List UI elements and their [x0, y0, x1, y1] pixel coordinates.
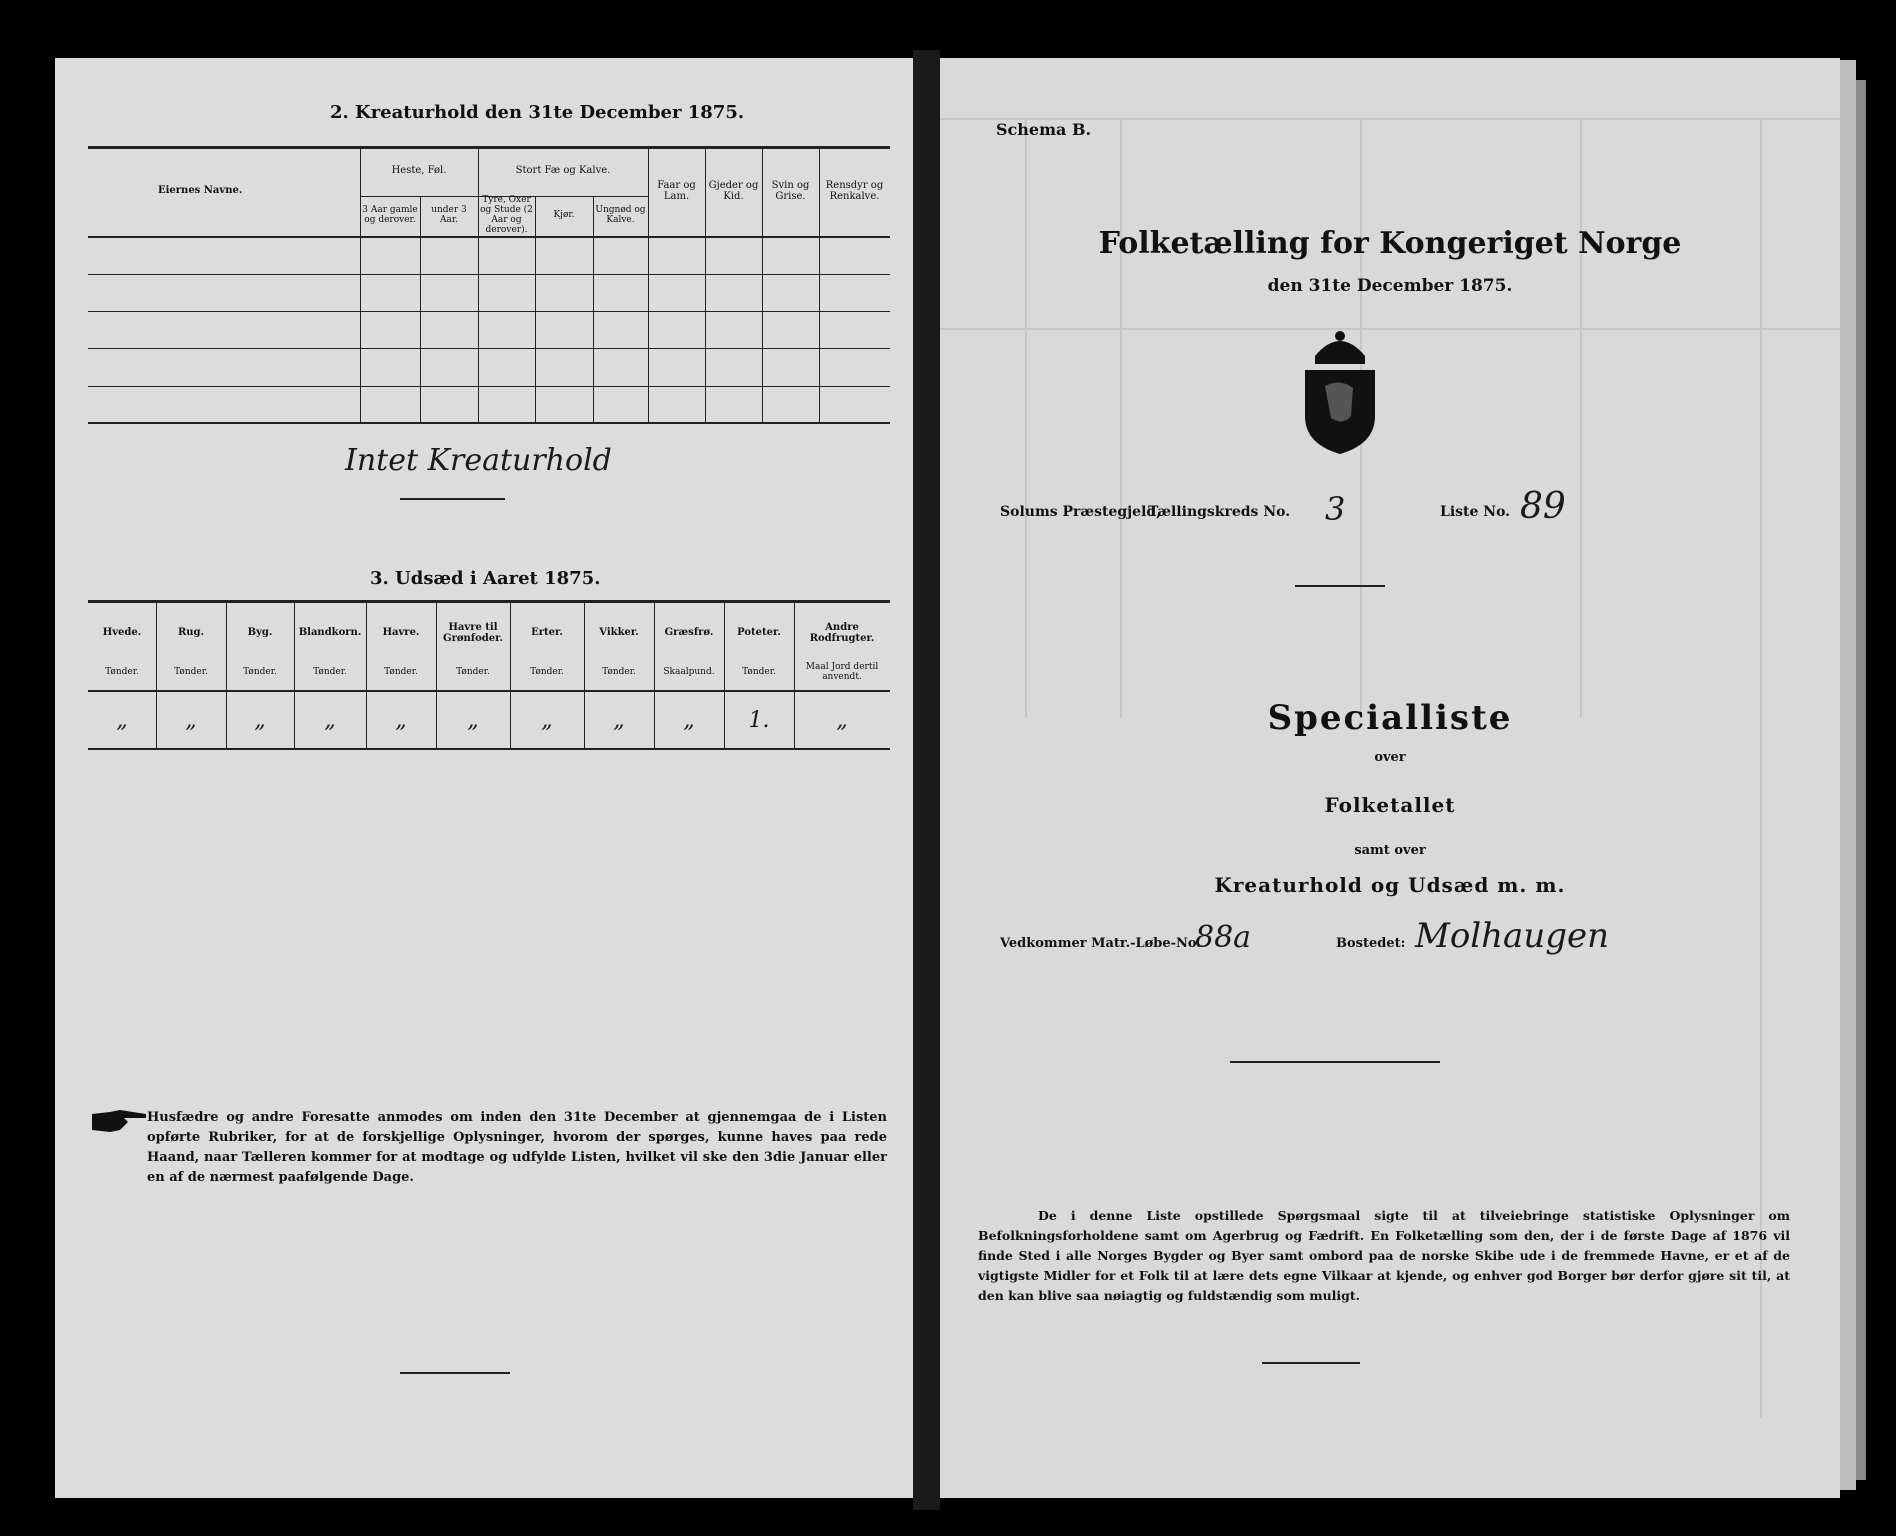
seed-header-name: Hvede.	[102, 627, 142, 639]
left-page	[55, 58, 913, 1498]
seed-header-unit: Tønder.	[174, 667, 208, 678]
folketallet-text: Folketallet	[1324, 793, 1456, 817]
page-edge	[1840, 60, 1856, 1490]
book-spine	[913, 50, 940, 1510]
matr-value: 88a	[1195, 920, 1252, 955]
list-label: Liste No.	[1440, 504, 1511, 520]
seed-header-name: Andre Rodfrugter.	[809, 621, 875, 644]
seed-header-unit: Tønder.	[530, 667, 564, 678]
horses-young-header: under 3 Aar.	[431, 205, 467, 225]
seed-header-unit: Tønder.	[456, 667, 490, 678]
seed-header-unit: Tønder.	[313, 667, 347, 678]
seed-header-name: Erter.	[531, 627, 563, 639]
seed-table	[88, 600, 890, 750]
seed-header-name: Græsfrø.	[664, 627, 714, 639]
cattle-cows-header: Kjør.	[553, 210, 575, 221]
seed-value-cell: „	[116, 707, 128, 733]
main-title: Folketælling for Kongeriget Norge	[1098, 226, 1682, 261]
seed-value-cell: „	[324, 707, 336, 733]
seed-header-unit: Tønder.	[384, 667, 418, 678]
pigs-header: Svin og Grise.	[771, 179, 810, 202]
main-subtitle: den 31te December 1875.	[1267, 276, 1513, 296]
seed-value-cell: „	[683, 707, 695, 733]
seed-header-unit: Tønder.	[602, 667, 636, 678]
right-page	[940, 58, 1840, 1498]
bosted-label: Bostedet:	[1336, 936, 1406, 951]
notice-text: Husfædre og andre Foresatte anmodes om inden den 31te December at gjennemgaa de i Listen opførte Rubriker, for at de forskjellige Oplysninger, hvorom der spørges, kunne haves paa rede Haand, naar Tælleren kommer for at modtage og udfylde Listen, hvilket vil ske den 3die Januar eller en af de nærmest paafølgende Dage.	[147, 1110, 887, 1185]
seed-header-name: Rug.	[177, 627, 205, 639]
horses-header: Heste, Føl.	[391, 165, 447, 177]
seed-header-name: Byg.	[247, 627, 273, 639]
seed-value-cell: 1.	[748, 707, 770, 733]
seed-header-unit: Skaalpund.	[663, 667, 715, 678]
schema-label: Schema B.	[996, 120, 1092, 139]
list-value: 89	[1520, 486, 1566, 527]
specialliste-heading: Specialliste	[1267, 698, 1513, 738]
district-label: Tællingskreds No.	[1148, 504, 1291, 520]
kreaturhold-text: Kreaturhold og Udsæd m. m.	[1214, 873, 1566, 897]
seed-header-unit: Tønder.	[243, 667, 277, 678]
seed-header-name: Havre.	[382, 627, 420, 639]
horses-old-header: 3 Aar gamle og derover.	[362, 205, 418, 225]
seed-header-name: Havre til Grønfoder.	[443, 621, 503, 644]
seed-value-cell: „	[185, 707, 197, 733]
section3-title: 3. Udsæd i Aaret 1875.	[370, 568, 601, 589]
parish-label: Solums Præstegjeld,	[1000, 504, 1162, 520]
seed-value-cell: „	[541, 707, 553, 733]
seed-header-name: Vikker.	[599, 627, 639, 639]
seed-header-unit: Tønder.	[105, 667, 139, 678]
seed-value-cell: „	[613, 707, 625, 733]
handwritten-note: Intet Kreaturhold	[345, 443, 612, 478]
owner-header: Eiernes Navne.	[158, 185, 243, 197]
sheep-header: Faar og Lam.	[657, 179, 696, 202]
footer-text: De i denne Liste opstillede Spørgsmaal sigte til at tilveiebringe statistiske Oplysninger om Befolkningsforholdene samt om Agerbrug og Fædrift. En Folketælling som den, der i de første Dage af 1876 vil finde Sted i alle Norges Bygder og Byer samt ombord paa de norske Skibe ude i de fremmede Havne, er et af de vigtigste Midler for et Folk til at lære dets egne Vilkaar at kjende, og enhver god Borger bør derfor gjøre sit til, at den kan blive saa nøiagtig og fuldstændig som muligt.	[978, 1208, 1790, 1303]
cattle-header: Stort Fæ og Kalve.	[515, 165, 611, 177]
seed-value-cell: „	[467, 707, 479, 733]
cattle-bulls-header: Tyre, Oxer og Stude (2 Aar og derover).	[480, 195, 533, 235]
page-edge-shadow	[1856, 80, 1866, 1480]
section2-title: 2. Kreaturhold den 31te December 1875.	[330, 102, 745, 123]
cattle-young-header: Ungnød og Kalve.	[595, 205, 646, 225]
livestock-table	[88, 146, 890, 424]
samt-over-text: samt over	[1354, 843, 1426, 858]
goats-header: Gjeder og Kid.	[708, 179, 759, 202]
seed-value-cell: „	[836, 707, 848, 733]
seed-value-cell: „	[395, 707, 407, 733]
bosted-value: Molhaugen	[1415, 916, 1610, 956]
seed-header-name: Blandkorn.	[298, 627, 362, 639]
seed-header-name: Poteter.	[737, 627, 781, 639]
pointing-hand-icon	[90, 1108, 148, 1134]
matr-label: Vedkommer Matr.-Løbe-No.	[1000, 936, 1201, 951]
seed-value-cell: „	[254, 707, 266, 733]
over-text: over	[1374, 750, 1406, 765]
coat-of-arms-emblem	[1295, 326, 1385, 456]
seed-header-unit: Tønder.	[742, 667, 776, 678]
reindeer-header: Rensdyr og Renkalve.	[825, 179, 884, 202]
district-value: 3	[1325, 490, 1346, 528]
seed-header-unit: Maal Jord dertil anvendt.	[805, 662, 879, 682]
